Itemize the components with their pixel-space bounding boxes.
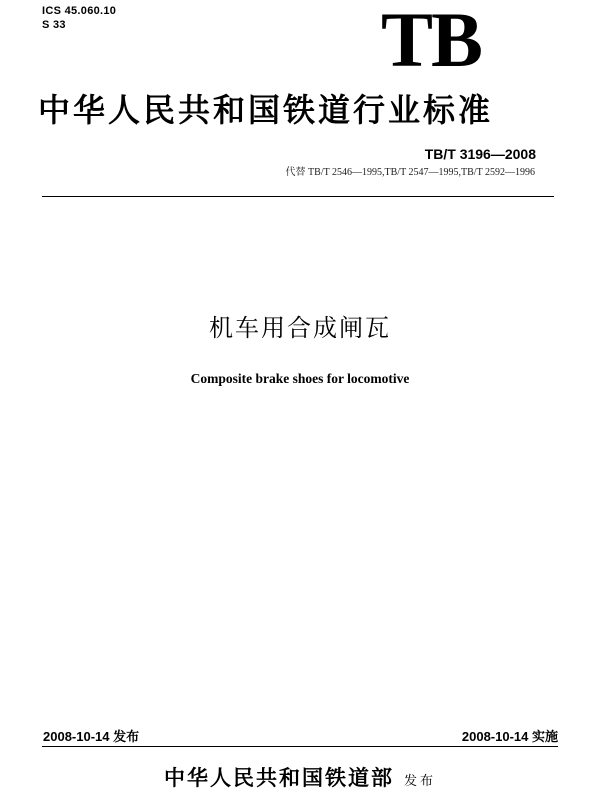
document-title-english: Composite brake shoes for locomotive (190, 371, 410, 386)
publisher-action: 发布 (403, 774, 436, 789)
standard-code: TB/T 3196—2008 (424, 146, 536, 162)
ics-code: ICS 45.060.10 (42, 5, 117, 17)
tb-logo: TB (381, 0, 482, 83)
org-title: 中华人民共和国铁道行业标准 (38, 91, 494, 129)
publisher-line (0, 764, 600, 796)
classification-codes (42, 4, 116, 32)
document-title-chinese: 机车用合成闸瓦 (209, 314, 391, 342)
footer-divider (42, 746, 558, 747)
release-date: 2008-10-14 发布 (43, 729, 140, 744)
category-code: S 33 (42, 19, 66, 31)
effective-date: 2008-10-14 实施 (461, 729, 558, 744)
publisher-name: 中华人民共和国铁道部 (163, 765, 394, 790)
header-divider (42, 196, 554, 197)
replaces-note: 代替 TB/T 2546—1995,TB/T 2547—1995,TB/T 2592—1996 (285, 167, 535, 178)
